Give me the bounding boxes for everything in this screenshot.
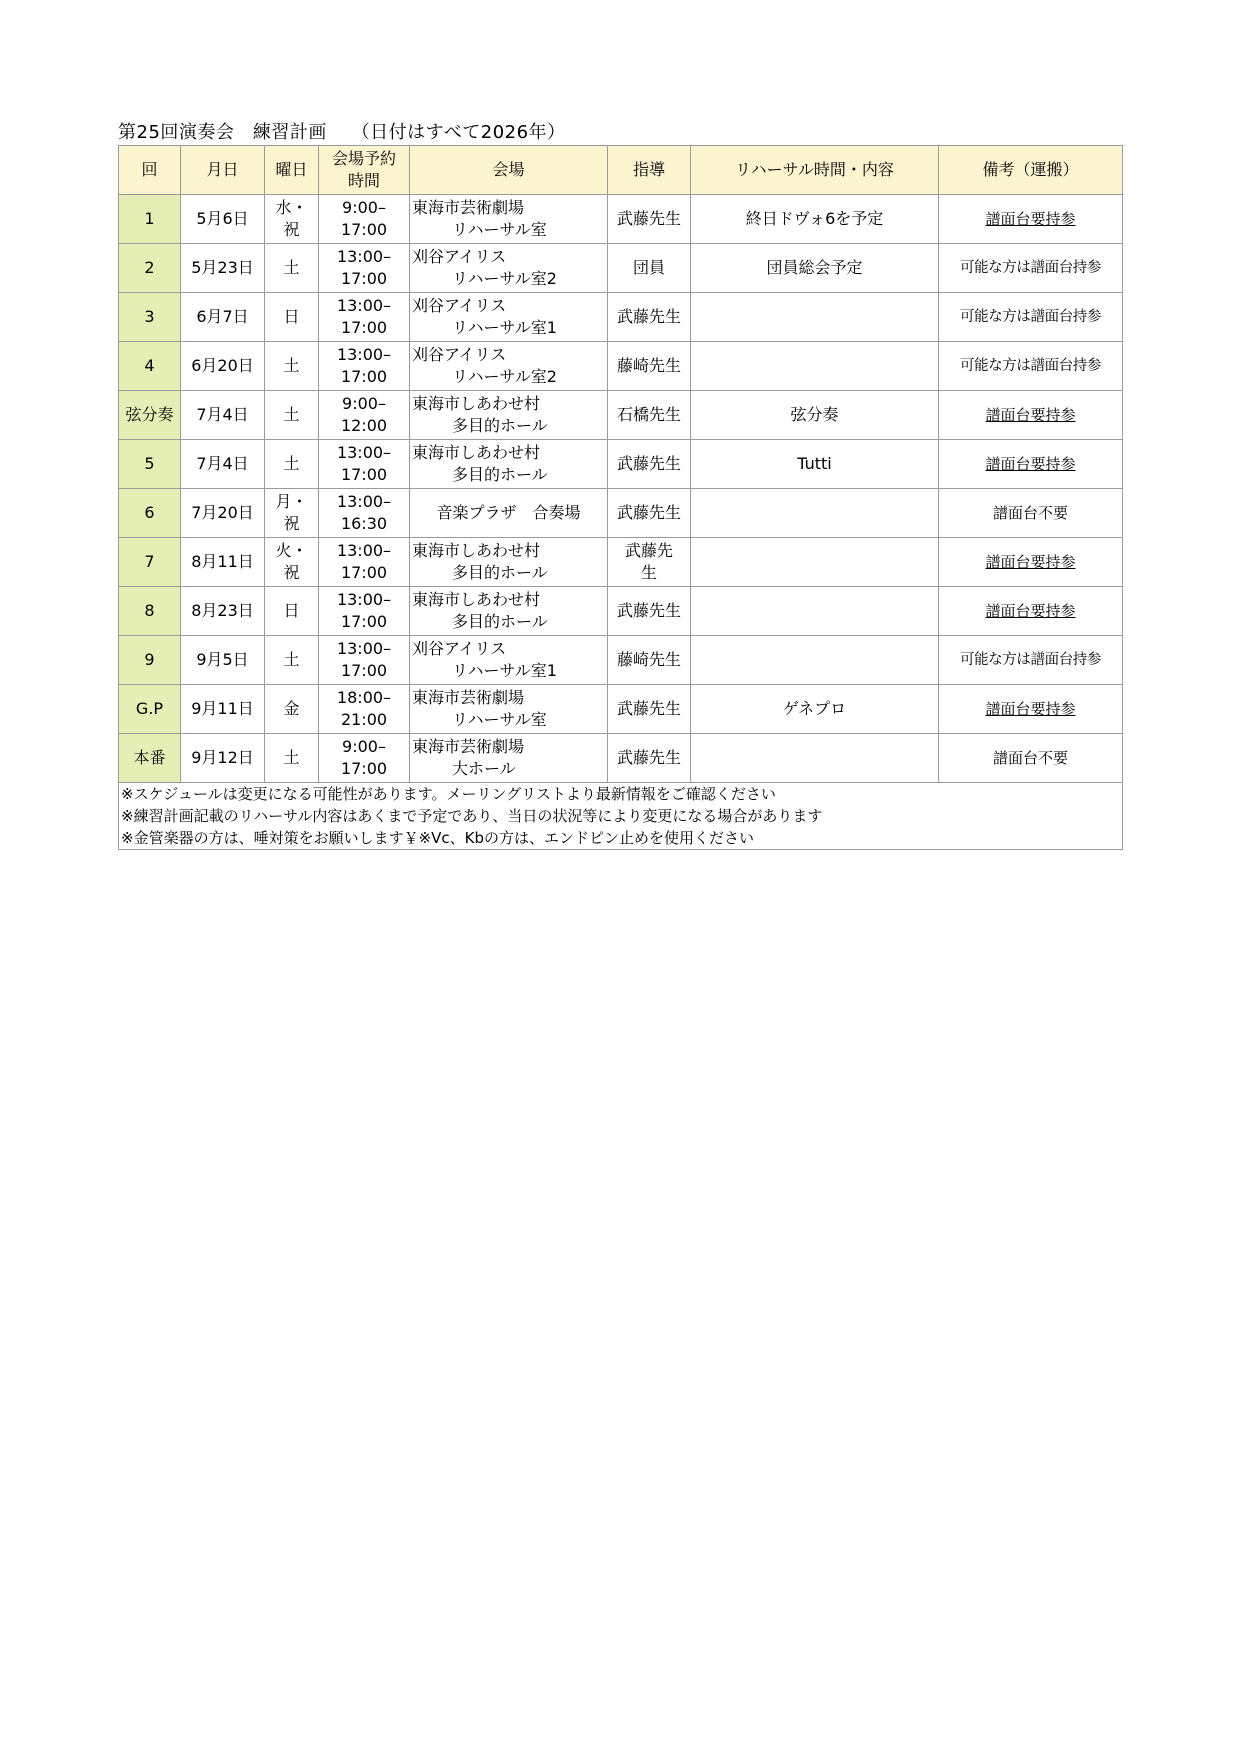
cell-day-line1: 土 xyxy=(283,454,300,473)
cell-time xyxy=(319,195,410,244)
cell-note: 譜面台不要 xyxy=(939,489,1123,538)
cell-note: 譜面台要持参 xyxy=(939,391,1123,440)
cell-note: 譜面台不要 xyxy=(939,734,1123,783)
cell-day xyxy=(265,440,319,489)
table-row xyxy=(119,734,1123,783)
cell-date: 5月23日 xyxy=(181,244,265,293)
cell-num: 9 xyxy=(119,636,181,685)
cell-date: 6月7日 xyxy=(181,293,265,342)
cell-day-line1: 月・ xyxy=(275,492,308,511)
cell-day-line1: 日 xyxy=(283,601,300,620)
cell-time-end: 17:00 xyxy=(340,563,388,582)
cell-time-end: 17:00 xyxy=(340,367,388,386)
cell-time-end: 21:00 xyxy=(340,710,388,729)
cell-venue-line2: 大ホール xyxy=(452,759,516,778)
cell-time-end: 17:00 xyxy=(340,465,388,484)
cell-venue-line2: リハーサル室 xyxy=(452,710,547,729)
header-time xyxy=(319,146,410,195)
cell-date: 7月4日 xyxy=(181,391,265,440)
cell-note: 譜面台要持参 xyxy=(939,685,1123,734)
cell-content xyxy=(691,587,939,636)
cell-leader: 武藤先生 xyxy=(608,685,691,734)
cell-day xyxy=(265,342,319,391)
cell-venue xyxy=(410,440,608,489)
table-header-row xyxy=(119,146,1123,195)
cell-venue xyxy=(410,685,608,734)
header-venue: 会場 xyxy=(410,146,608,195)
cell-date: 9月11日 xyxy=(181,685,265,734)
cell-day-line1: 土 xyxy=(283,748,300,767)
cell-num: 5 xyxy=(119,440,181,489)
note-line: ※練習計画記載のリハーサル内容はあくまで予定であり、当日の状況等により変更になる場合があります xyxy=(121,807,823,825)
cell-note: 譜面台要持参 xyxy=(939,538,1123,587)
cell-venue-line1: 東海市しあわせ村 xyxy=(412,443,541,462)
cell-num: 7 xyxy=(119,538,181,587)
cell-venue xyxy=(410,734,608,783)
cell-leader: 石橋先生 xyxy=(608,391,691,440)
cell-content xyxy=(691,538,939,587)
cell-venue-line1: 刈谷アイリス xyxy=(412,639,507,658)
cell-time-start: 9:00– xyxy=(342,198,386,217)
cell-venue-line2: リハーサル室1 xyxy=(452,318,557,337)
cell-venue xyxy=(410,538,608,587)
note-line: ※金管楽器の方は、唾対策をお願いします￥※Vc、Kbの方は、エンドピン止めを使用ください xyxy=(121,829,755,847)
cell-day-line2: 祝 xyxy=(283,563,300,582)
cell-time xyxy=(319,489,410,538)
cell-venue-line2: 多目的ホール xyxy=(452,416,548,435)
cell-day-line1: 水・ xyxy=(275,198,308,217)
cell-venue xyxy=(410,587,608,636)
cell-date: 9月5日 xyxy=(181,636,265,685)
header-num: 回 xyxy=(119,146,181,195)
cell-time-end: 17:00 xyxy=(340,759,388,778)
cell-day xyxy=(265,244,319,293)
cell-time-end: 17:00 xyxy=(340,318,388,337)
header-time-line2: 時間 xyxy=(347,171,380,190)
cell-time-start: 13:00– xyxy=(336,590,392,609)
cell-venue-line1: 東海市しあわせ村 xyxy=(412,541,541,560)
cell-day-line1: 土 xyxy=(283,258,300,277)
cell-note: 可能な方は譜面台持参 xyxy=(939,293,1123,342)
cell-time-start: 9:00– xyxy=(342,394,386,413)
cell-day xyxy=(265,538,319,587)
header-date: 月日 xyxy=(181,146,265,195)
cell-venue-line2: 多目的ホール xyxy=(452,465,548,484)
header-time-line1: 会場予約 xyxy=(331,149,396,168)
schedule-table xyxy=(118,145,1123,850)
cell-day xyxy=(265,734,319,783)
cell-time xyxy=(319,636,410,685)
cell-day-line1: 火・ xyxy=(275,541,308,560)
cell-time-end: 16:30 xyxy=(340,514,388,533)
header-leader: 指導 xyxy=(608,146,691,195)
cell-venue xyxy=(410,391,608,440)
cell-venue xyxy=(410,489,608,538)
cell-note: 可能な方は譜面台持参 xyxy=(939,342,1123,391)
cell-note: 可能な方は譜面台持参 xyxy=(939,244,1123,293)
cell-note: 譜面台要持参 xyxy=(939,440,1123,489)
cell-leader: 武藤先生 xyxy=(608,293,691,342)
cell-day xyxy=(265,587,319,636)
cell-time-start: 9:00– xyxy=(342,737,386,756)
cell-time-start: 13:00– xyxy=(336,492,392,511)
cell-time xyxy=(319,244,410,293)
cell-leader: 武藤先 生 xyxy=(608,538,691,587)
cell-note: 可能な方は譜面台持参 xyxy=(939,636,1123,685)
cell-time-end: 17:00 xyxy=(340,220,388,239)
cell-venue-line1: 東海市しあわせ村 xyxy=(412,590,541,609)
page-title: 第25回演奏会 練習計画 （日付はすべて2026年） xyxy=(118,122,566,143)
table-row xyxy=(119,587,1123,636)
cell-time xyxy=(319,587,410,636)
cell-num: 2 xyxy=(119,244,181,293)
note-line: ※スケジュールは変更になる可能性があります。メーリングリストより最新情報をご確認ください xyxy=(121,785,776,803)
cell-note: 譜面台要持参 xyxy=(939,587,1123,636)
cell-venue-line1: 刈谷アイリス xyxy=(412,296,507,315)
cell-venue xyxy=(410,244,608,293)
header-note: 備考（運搬） xyxy=(939,146,1123,195)
table-row xyxy=(119,293,1123,342)
cell-time-start: 13:00– xyxy=(336,345,392,364)
cell-venue xyxy=(410,636,608,685)
cell-num: 3 xyxy=(119,293,181,342)
cell-day xyxy=(265,391,319,440)
cell-day-line2: 祝 xyxy=(283,514,300,533)
cell-venue xyxy=(410,293,608,342)
cell-time-end: 17:00 xyxy=(340,612,388,631)
cell-time xyxy=(319,685,410,734)
cell-content: 団員総会予定 xyxy=(691,244,939,293)
table-row xyxy=(119,244,1123,293)
cell-time xyxy=(319,391,410,440)
cell-venue-line2: リハーサル室2 xyxy=(452,367,557,386)
cell-time-start: 13:00– xyxy=(336,296,392,315)
cell-time-end: 17:00 xyxy=(340,269,388,288)
cell-leader: 藤崎先生 xyxy=(608,342,691,391)
cell-content: Tutti xyxy=(691,440,939,489)
cell-num: 6 xyxy=(119,489,181,538)
cell-leader: 藤崎先生 xyxy=(608,636,691,685)
cell-content xyxy=(691,293,939,342)
cell-num: 本番 xyxy=(119,734,181,783)
cell-venue-line2: 多目的ホール xyxy=(452,563,548,582)
cell-venue-line2: リハーサル室 xyxy=(452,220,547,239)
cell-num: 4 xyxy=(119,342,181,391)
cell-leader: 武藤先生 xyxy=(608,440,691,489)
cell-venue xyxy=(410,342,608,391)
cell-leader: 武藤先生 xyxy=(608,734,691,783)
cell-day-line1: 金 xyxy=(283,699,300,718)
cell-time-start: 13:00– xyxy=(336,247,392,266)
cell-venue-line1: 東海市芸術劇場 xyxy=(412,688,525,707)
cell-time xyxy=(319,342,410,391)
cell-date: 8月23日 xyxy=(181,587,265,636)
cell-time-end: 12:00 xyxy=(340,416,388,435)
table-row xyxy=(119,685,1123,734)
cell-day xyxy=(265,195,319,244)
cell-date: 5月6日 xyxy=(181,195,265,244)
table-row xyxy=(119,391,1123,440)
cell-note: 譜面台要持参 xyxy=(939,195,1123,244)
cell-content xyxy=(691,636,939,685)
cell-date: 9月12日 xyxy=(181,734,265,783)
cell-day xyxy=(265,685,319,734)
cell-venue-line1: 東海市しあわせ村 xyxy=(412,394,541,413)
cell-time-start: 18:00– xyxy=(336,688,392,707)
cell-time xyxy=(319,734,410,783)
table-row xyxy=(119,489,1123,538)
cell-num: 1 xyxy=(119,195,181,244)
cell-leader: 武藤先生 xyxy=(608,489,691,538)
cell-num: 弦分奏 xyxy=(119,391,181,440)
cell-num: G.P xyxy=(119,685,181,734)
cell-time-end: 17:00 xyxy=(340,661,388,680)
cell-content: 終日ドヴォ6を予定 xyxy=(691,195,939,244)
cell-time-start: 13:00– xyxy=(336,541,392,560)
cell-date: 6月20日 xyxy=(181,342,265,391)
cell-content xyxy=(691,734,939,783)
cell-content: ゲネプロ xyxy=(691,685,939,734)
table-row xyxy=(119,538,1123,587)
cell-day-line1: 土 xyxy=(283,405,300,424)
cell-leader: 武藤先生 xyxy=(608,195,691,244)
cell-day xyxy=(265,489,319,538)
cell-content: 弦分奏 xyxy=(691,391,939,440)
header-content: リハーサル時間・内容 xyxy=(691,146,939,195)
cell-content xyxy=(691,489,939,538)
cell-time-start: 13:00– xyxy=(336,443,392,462)
cell-venue-line2: 多目的ホール xyxy=(452,612,548,631)
header-day: 曜日 xyxy=(265,146,319,195)
cell-venue-line1: 東海市芸術劇場 xyxy=(412,198,525,217)
cell-day-line2: 祝 xyxy=(283,220,300,239)
cell-venue-line1: 音楽プラザ 合奏場 xyxy=(436,503,581,522)
notes-row xyxy=(119,783,1123,850)
cell-date: 7月4日 xyxy=(181,440,265,489)
cell-time xyxy=(319,293,410,342)
cell-day-line1: 土 xyxy=(283,356,300,375)
cell-day-line1: 日 xyxy=(283,307,300,326)
cell-day xyxy=(265,636,319,685)
cell-day xyxy=(265,293,319,342)
table-row xyxy=(119,636,1123,685)
cell-time xyxy=(319,440,410,489)
table-row xyxy=(119,195,1123,244)
cell-venue-line2: リハーサル室2 xyxy=(452,269,557,288)
cell-date: 8月11日 xyxy=(181,538,265,587)
cell-time-start: 13:00– xyxy=(336,639,392,658)
cell-date: 7月20日 xyxy=(181,489,265,538)
table-row xyxy=(119,440,1123,489)
cell-day-line1: 土 xyxy=(283,650,300,669)
cell-leader: 団員 xyxy=(608,244,691,293)
cell-venue-line2: リハーサル室1 xyxy=(452,661,557,680)
cell-time xyxy=(319,538,410,587)
cell-venue-line1: 刈谷アイリス xyxy=(412,345,507,364)
cell-venue-line1: 刈谷アイリス xyxy=(412,247,507,266)
table-row xyxy=(119,342,1123,391)
cell-venue xyxy=(410,195,608,244)
cell-num: 8 xyxy=(119,587,181,636)
cell-venue-line1: 東海市芸術劇場 xyxy=(412,737,525,756)
cell-content xyxy=(691,342,939,391)
cell-leader: 武藤先生 xyxy=(608,587,691,636)
notes-cell xyxy=(119,783,1123,850)
